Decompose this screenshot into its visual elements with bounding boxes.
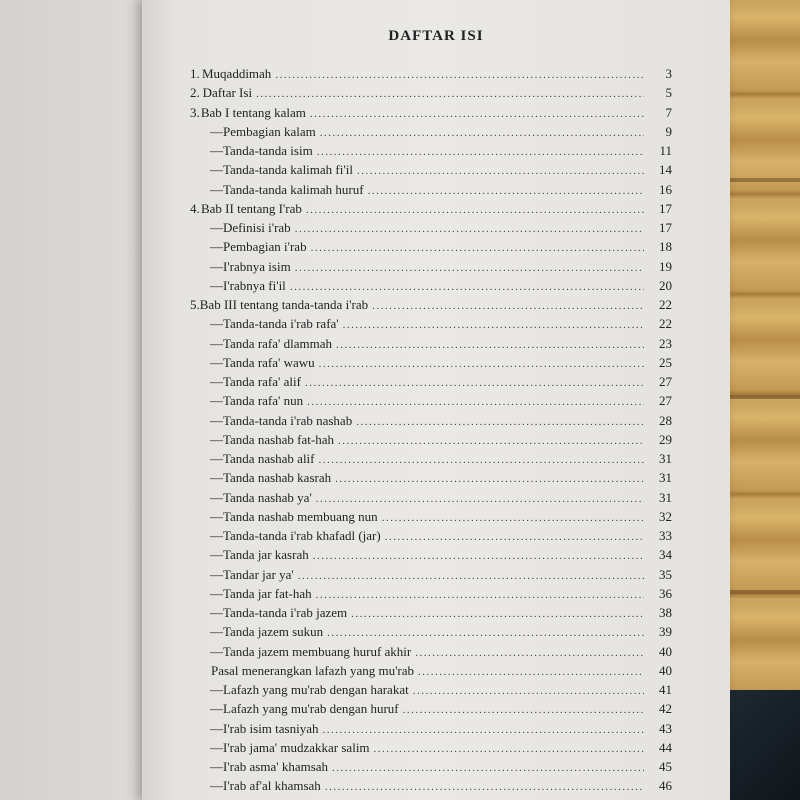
toc-entry-page: 16 <box>659 181 672 197</box>
toc-entry-label: I'rabnya fi'il <box>223 277 286 293</box>
toc-leader-dots <box>343 319 644 331</box>
toc-list <box>190 66 672 798</box>
toc-entry-label: Tanda rafa' wawu <box>223 354 315 370</box>
toc-leader-dots <box>311 242 644 254</box>
toc-entry-label: Lafazh yang mu'rab dengan huruf <box>223 701 399 717</box>
toc-leader-dots <box>310 108 644 120</box>
toc-entry <box>190 547 672 566</box>
toc-entry-page: 34 <box>659 547 672 563</box>
toc-entry-page: 46 <box>659 778 672 794</box>
toc-entry-label: Pembagian i'rab <box>223 239 307 255</box>
toc-entry <box>190 413 672 432</box>
toc-entry-dash: — <box>210 277 223 293</box>
toc-entry <box>190 624 672 643</box>
toc-entry-dash: — <box>210 181 223 197</box>
toc-entry-number: 1. <box>190 66 200 81</box>
toc-entry-page: 9 <box>665 123 672 139</box>
toc-entry-page: 32 <box>659 508 672 524</box>
toc-entry-dash: — <box>210 701 223 717</box>
toc-entry-page: 5 <box>665 85 672 101</box>
toc-entry-dash: — <box>210 220 223 235</box>
toc-entry <box>190 721 672 740</box>
page-title: DAFTAR ISI <box>388 28 484 44</box>
toc-leader-dots <box>295 223 644 235</box>
toc-entry-label: I'rab jama' mudzakkar salim <box>223 739 370 755</box>
toc-leader-dots <box>275 69 644 81</box>
toc-entry-page: 44 <box>659 739 672 755</box>
toc-entry-label: Tanda-tanda i'rab jazem <box>223 605 348 620</box>
toc-entry-label: Tanda-tanda i'rab nashab <box>223 412 353 428</box>
toc-entry-page: 27 <box>659 393 672 409</box>
toc-leader-dots <box>413 685 644 697</box>
toc-entry-page: 27 <box>659 374 672 389</box>
toc-entry-page: 17 <box>659 220 672 235</box>
toc-leader-dots <box>415 647 644 659</box>
toc-entry <box>190 201 672 220</box>
toc-leader-dots <box>325 781 644 793</box>
toc-leader-dots <box>385 531 644 543</box>
toc-entry-page: 22 <box>659 297 672 312</box>
toc-entry-label: Tanda-tanda kalimah huruf <box>223 181 364 197</box>
toc-leader-dots <box>319 358 644 370</box>
toc-entry-page: 45 <box>659 759 672 774</box>
toc-leader-dots <box>351 608 644 620</box>
toc-entry-dash: — <box>210 470 223 486</box>
toc-entry <box>190 85 672 104</box>
toc-entry-dash: — <box>210 624 223 640</box>
toc-entry-label: Tanda rafa' dlammah <box>223 335 332 351</box>
toc-entry-dash: — <box>210 374 223 389</box>
toc-entry-dash: — <box>210 759 223 774</box>
toc-entry-label: Tanda-tanda kalimah fi'il <box>223 162 353 178</box>
toc-entry-page: 20 <box>659 277 672 293</box>
toc-entry-page: 39 <box>659 624 672 640</box>
toc-leader-dots <box>403 704 644 716</box>
toc-entry-dash: — <box>210 431 223 447</box>
toc-entry <box>190 778 672 797</box>
toc-entry-label: Tandar jar ya' <box>223 566 294 582</box>
toc-entry-label: Bab III tentang tanda-tanda i'rab <box>199 297 369 312</box>
toc-entry-dash: — <box>210 393 223 409</box>
toc-entry-label: I'rab isim tasniyah <box>223 720 319 736</box>
toc-leader-dots <box>338 435 644 447</box>
toc-entry-label: Tanda rafa' nun <box>223 393 304 409</box>
toc-entry-dash: — <box>210 585 223 601</box>
toc-entry <box>190 682 672 701</box>
toc-entry <box>190 316 672 335</box>
toc-entry-page: 36 <box>659 585 672 601</box>
toc-entry <box>190 336 672 355</box>
toc-entry-dash: — <box>210 354 223 370</box>
toc-entry <box>190 567 672 586</box>
toc-leader-dots <box>323 724 645 736</box>
toc-entry-dash: — <box>210 682 223 697</box>
toc-entry-dash: — <box>210 316 223 332</box>
toc-entry-page: 25 <box>659 354 672 370</box>
toc-entry <box>190 143 672 162</box>
toc-entry-page: 38 <box>659 605 672 620</box>
toc-entry-dash: — <box>210 258 223 274</box>
toc-entry <box>190 162 672 181</box>
toc-entry-label: I'rabnya isim <box>223 258 291 274</box>
toc-entry-label: Pembagian kalam <box>223 123 316 139</box>
toc-entry-label: Tanda-tanda i'rab rafa' <box>223 316 339 332</box>
toc-entry-page: 28 <box>659 412 672 428</box>
toc-entry <box>190 740 672 759</box>
toc-entry-page: 40 <box>659 643 672 659</box>
toc-entry <box>190 701 672 720</box>
toc-entry-page: 17 <box>659 200 672 216</box>
toc-entry <box>190 432 672 451</box>
toc-entry-page: 11 <box>659 143 672 158</box>
toc-entry-page: 43 <box>659 720 672 736</box>
toc-entry-page: 31 <box>659 489 672 505</box>
toc-entry-dash: — <box>210 335 223 351</box>
toc-entry-page: 33 <box>659 528 672 543</box>
toc-leader-dots <box>298 570 644 582</box>
toc-entry-label: Pasal menerangkan lafazh yang mu'rab <box>211 662 415 678</box>
toc-entry-label: Tanda-tanda isim <box>223 143 313 158</box>
toc-leader-dots <box>372 300 644 312</box>
toc-entry-page: 29 <box>659 431 672 447</box>
toc-entry-number: 2. <box>190 85 200 101</box>
toc-entry-label: Lafazh yang mu'rab dengan harakat <box>223 682 409 697</box>
toc-entry <box>190 220 672 239</box>
toc-leader-dots <box>356 416 644 428</box>
toc-entry-dash: — <box>210 162 223 178</box>
toc-entry-dash: — <box>210 605 223 620</box>
toc-entry <box>190 124 672 143</box>
toc-entry-dash: — <box>210 778 223 794</box>
toc-entry-dash: — <box>210 547 223 563</box>
toc-leader-dots <box>320 127 644 139</box>
toc-entry-dash: — <box>210 451 223 466</box>
toc-entry-label: I'rab asma' khamsah <box>223 759 329 774</box>
toc-entry-number: 5. <box>190 297 200 312</box>
toc-leader-dots <box>313 550 644 562</box>
toc-entry-page: 7 <box>665 104 672 120</box>
toc-entry-label: Tanda rafa' alif <box>223 374 301 389</box>
toc-entry-page: 42 <box>659 701 672 717</box>
toc-entry <box>190 451 672 470</box>
toc-leader-dots <box>306 204 644 216</box>
toc-entry-label: Tanda jar kasrah <box>223 547 309 563</box>
toc-entry-label: Muqaddimah <box>201 66 272 81</box>
toc-entry-number: 3. <box>190 104 200 120</box>
toc-entry-dash: — <box>210 239 223 255</box>
toc-entry-label: Tanda jar fat-hah <box>223 585 312 601</box>
toc-entry-label: Tanda nashab membuang nun <box>223 508 378 524</box>
toc-entry-label: Tanda-tanda i'rab khafadl (jar) <box>223 528 381 543</box>
toc-entry <box>190 297 672 316</box>
toc-entry-page: 19 <box>659 258 672 274</box>
toc-entry-dash: — <box>210 143 223 158</box>
toc-entry-label: Tanda nashab ya' <box>223 489 312 505</box>
toc-leader-dots <box>316 493 644 505</box>
toc-leader-dots <box>317 146 644 158</box>
toc-entry-label: Definisi i'rab <box>223 220 291 235</box>
toc-entry-dash: — <box>210 720 223 736</box>
toc-page <box>142 0 730 800</box>
toc-entry-dash: — <box>210 643 223 659</box>
toc-entry <box>190 374 672 393</box>
toc-entry <box>190 605 672 624</box>
toc-entry-page: 22 <box>659 316 672 332</box>
toc-leader-dots <box>382 512 644 524</box>
toc-leader-dots <box>368 185 644 197</box>
toc-leader-dots <box>319 454 645 466</box>
toc-entry-page: 40 <box>659 662 672 678</box>
toc-entry-label: I'rab af'al khamsah <box>223 778 321 794</box>
toc-entry-label: Tanda nashab fat-hah <box>223 431 334 447</box>
toc-entry <box>190 259 672 278</box>
toc-entry-page: 14 <box>659 162 672 178</box>
toc-entry <box>190 393 672 412</box>
toc-entry-page: 31 <box>659 451 672 466</box>
toc-entry <box>190 355 672 374</box>
toc-entry <box>190 239 672 258</box>
toc-entry <box>190 470 672 489</box>
toc-leader-dots <box>307 396 644 408</box>
toc-entry <box>190 528 672 547</box>
toc-leader-dots <box>295 262 644 274</box>
toc-entry-page: 23 <box>659 335 672 351</box>
toc-entry <box>190 759 672 778</box>
toc-entry-dash: — <box>210 489 223 505</box>
toc-entry-dash: — <box>210 739 223 755</box>
toc-entry-dash: — <box>210 528 223 543</box>
toc-entry <box>190 278 672 297</box>
toc-entry <box>190 66 672 85</box>
toc-entry-label: Tanda jazem sukun <box>223 624 324 640</box>
toc-leader-dots <box>357 165 644 177</box>
toc-leader-dots <box>305 377 644 389</box>
toc-entry <box>190 182 672 201</box>
toc-leader-dots <box>418 666 644 678</box>
toc-leader-dots <box>336 339 644 351</box>
toc-entry-label: Tanda nashab kasrah <box>223 470 332 486</box>
toc-entry <box>190 663 672 682</box>
toc-entry-label: Tanda nashab alif <box>223 451 315 466</box>
toc-leader-dots <box>327 627 644 639</box>
toc-entry-page: 35 <box>659 566 672 582</box>
toc-leader-dots <box>335 473 644 485</box>
toc-entry-number: 4. <box>190 200 200 216</box>
toc-entry-page: 3 <box>665 66 672 81</box>
toc-entry-label: Daftar Isi <box>202 85 253 101</box>
toc-entry <box>190 644 672 663</box>
toc-leader-dots <box>290 281 644 293</box>
toc-entry-dash: — <box>210 566 223 582</box>
toc-entry-label: Bab II tentang I'rab <box>200 200 302 216</box>
toc-entry-page: 41 <box>659 682 672 697</box>
toc-entry <box>190 105 672 124</box>
toc-entry-dash: — <box>210 508 223 524</box>
toc-entry <box>190 509 672 528</box>
toc-entry-dash: — <box>210 123 223 139</box>
toc-leader-dots <box>332 762 644 774</box>
toc-leader-dots <box>256 88 644 100</box>
toc-leader-dots <box>316 589 644 601</box>
toc-entry-page: 18 <box>659 239 672 255</box>
toc-entry-label: Bab I tentang kalam <box>200 104 306 120</box>
toc-entry-label: Tanda jazem membuang huruf akhir <box>223 643 412 659</box>
toc-entry <box>190 586 672 605</box>
toc-entry <box>190 490 672 509</box>
toc-entry-dash: — <box>210 412 223 428</box>
toc-leader-dots <box>374 743 644 755</box>
toc-entry-page: 31 <box>659 470 672 486</box>
